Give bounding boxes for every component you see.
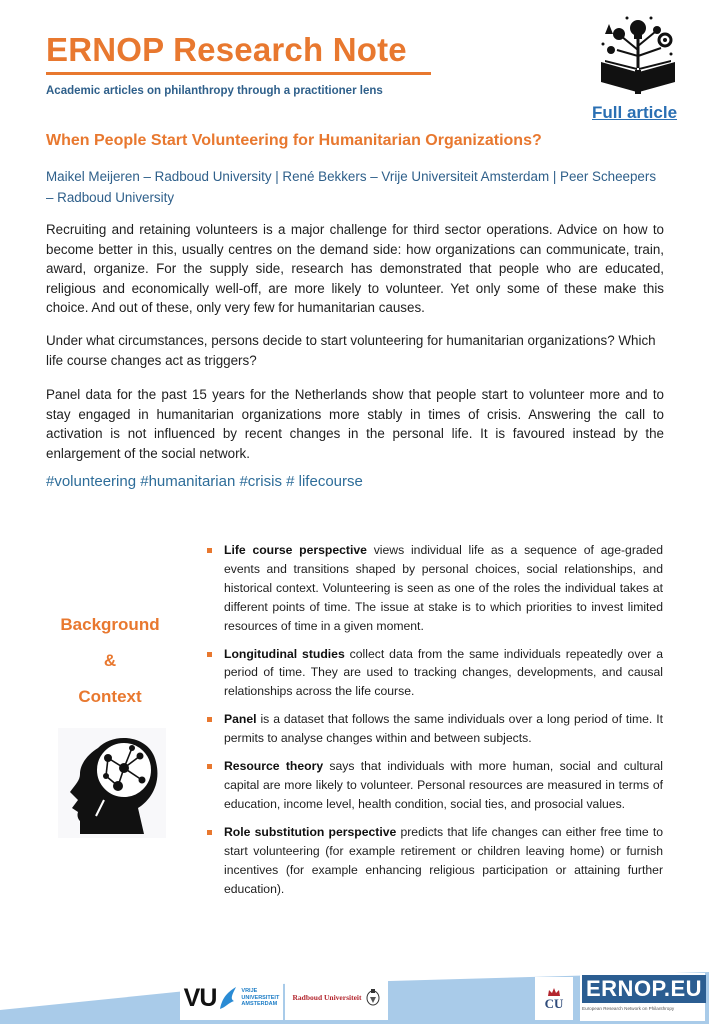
vu-wordmark <box>241 988 279 1008</box>
radboud-university-logo <box>285 974 388 1020</box>
bullet-square-icon <box>207 652 212 657</box>
bullet-square-icon <box>207 764 212 769</box>
background-context-heading <box>40 607 180 715</box>
definition-panel <box>207 710 663 748</box>
heading-line-ampersand: & <box>103 651 117 670</box>
full-article-link[interactable]: Full article <box>592 103 678 122</box>
hashtags: #volunteering #humanitarian #crisis # lifecourse <box>46 473 363 490</box>
article-authors: Maikel Meijeren – Radboud University | René Bekkers – Vrije Universiteit Amsterdam | Peer Scheepers – Radboud University <box>46 169 657 205</box>
article-title: When People Start Volunteering for Humanitarian Organizations? <box>46 132 542 149</box>
radboud-wordmark: Radboud Universiteit <box>292 992 362 1002</box>
bullet-square-icon <box>207 830 212 835</box>
definition-text: predicts that life changes can either free time to start volunteering (for example retirement or children leaving home) or furnish incentives (for example enhancing religious participation or attaining further education). <box>224 824 664 896</box>
definition-text: says that individuals with more human, social and cultural capital are more likely to volunteer. Personal resources are measured in terms of education, income level, health condition, social ties, and prosocial values. <box>224 759 663 811</box>
note-subtitle: Academic articles on philanthropy through a practitioner lens <box>46 85 383 97</box>
griffin-icon <box>216 985 238 1011</box>
vu-line-1: VRIJE <box>241 988 258 995</box>
head-network-brain-icon <box>58 728 166 838</box>
definition-text: collect data from the same individuals repeatedly over a period of time. They are used to tracking changes, developments, and causal relationships across the life course. <box>224 646 663 699</box>
vu-amsterdam-logo <box>180 976 283 1020</box>
book-tree-of-ideas-icon <box>593 10 683 96</box>
ernop-tagline: European Research Network on Philanthropy <box>582 1006 675 1011</box>
bullet-square-icon <box>207 717 212 722</box>
definition-role-substitution <box>207 823 663 899</box>
cu-wordmark: CU <box>544 996 564 1011</box>
definition-term: Life course perspective <box>224 543 367 557</box>
footer-logos <box>0 960 709 1024</box>
vu-line-3: AMSTERDAM <box>241 1001 278 1008</box>
vu-line-2: UNIVERSITEIT <box>241 994 280 1001</box>
title-underline <box>46 72 431 75</box>
definition-resource-theory <box>207 757 663 814</box>
definition-term: Panel <box>224 712 257 727</box>
intro-paragraph: Recruiting and retaining volunteers is a major challenge for third sector operations. Advice on how to become better in this, usually centres on the demand side: how organizations can communicate, train, award, organize. For the supply side, research has demonstrated that people who are educated, religious and economically well-off, are more likely to volunteer. Yet only some of these make this choice. And out of these, only very few for humanitarian causes. <box>46 222 664 316</box>
definition-text: is a dataset that follows the same individuals over a long period of time. It permits to analyse changes within and between subjects. <box>224 712 663 746</box>
definition-life-course <box>207 541 663 636</box>
ernop-eu-logo <box>580 973 705 1021</box>
heading-line-background: Background <box>60 615 160 634</box>
page-header <box>46 30 446 97</box>
definition-term: Role substitution perspective <box>224 824 397 839</box>
bullet-square-icon <box>207 548 212 553</box>
radboud-crest-icon <box>366 988 380 1006</box>
ernop-wordmark: ERNOP.EU <box>582 975 706 1003</box>
definitions-list <box>207 541 663 907</box>
definition-longitudinal-studies <box>207 645 663 702</box>
definition-term: Resource theory <box>224 759 324 774</box>
findings-paragraph: Panel data for the past 15 years for the Netherlands show that people start to volunteer more and to stay engaged in humanitarian organizations more stably in times of crisis. Answering the call to activation is not influenced by recent changes in the personal life. It is favoured instead by the enlargement of the social network. <box>46 387 664 461</box>
heading-line-context: Context <box>78 687 142 706</box>
question-paragraph: Under what circumstances, persons decide to start volunteering for humanitarian organizations? Which life course changes act as triggers? <box>46 333 656 368</box>
cu-logo <box>535 977 573 1020</box>
definition-text: views individual life as a sequence of age-graded events and transitions shaped by personal choices, social relationships, and historical context. Volunteering is seen as one of the roles the individual takes at different points of time. The issue at stake is to which priorities to invest limited resources of time in a given moment. <box>224 543 663 633</box>
vu-letters: VU <box>183 983 217 1012</box>
note-title: ERNOP Research Note <box>46 31 407 68</box>
definition-term: Longitudinal studies <box>224 646 345 661</box>
